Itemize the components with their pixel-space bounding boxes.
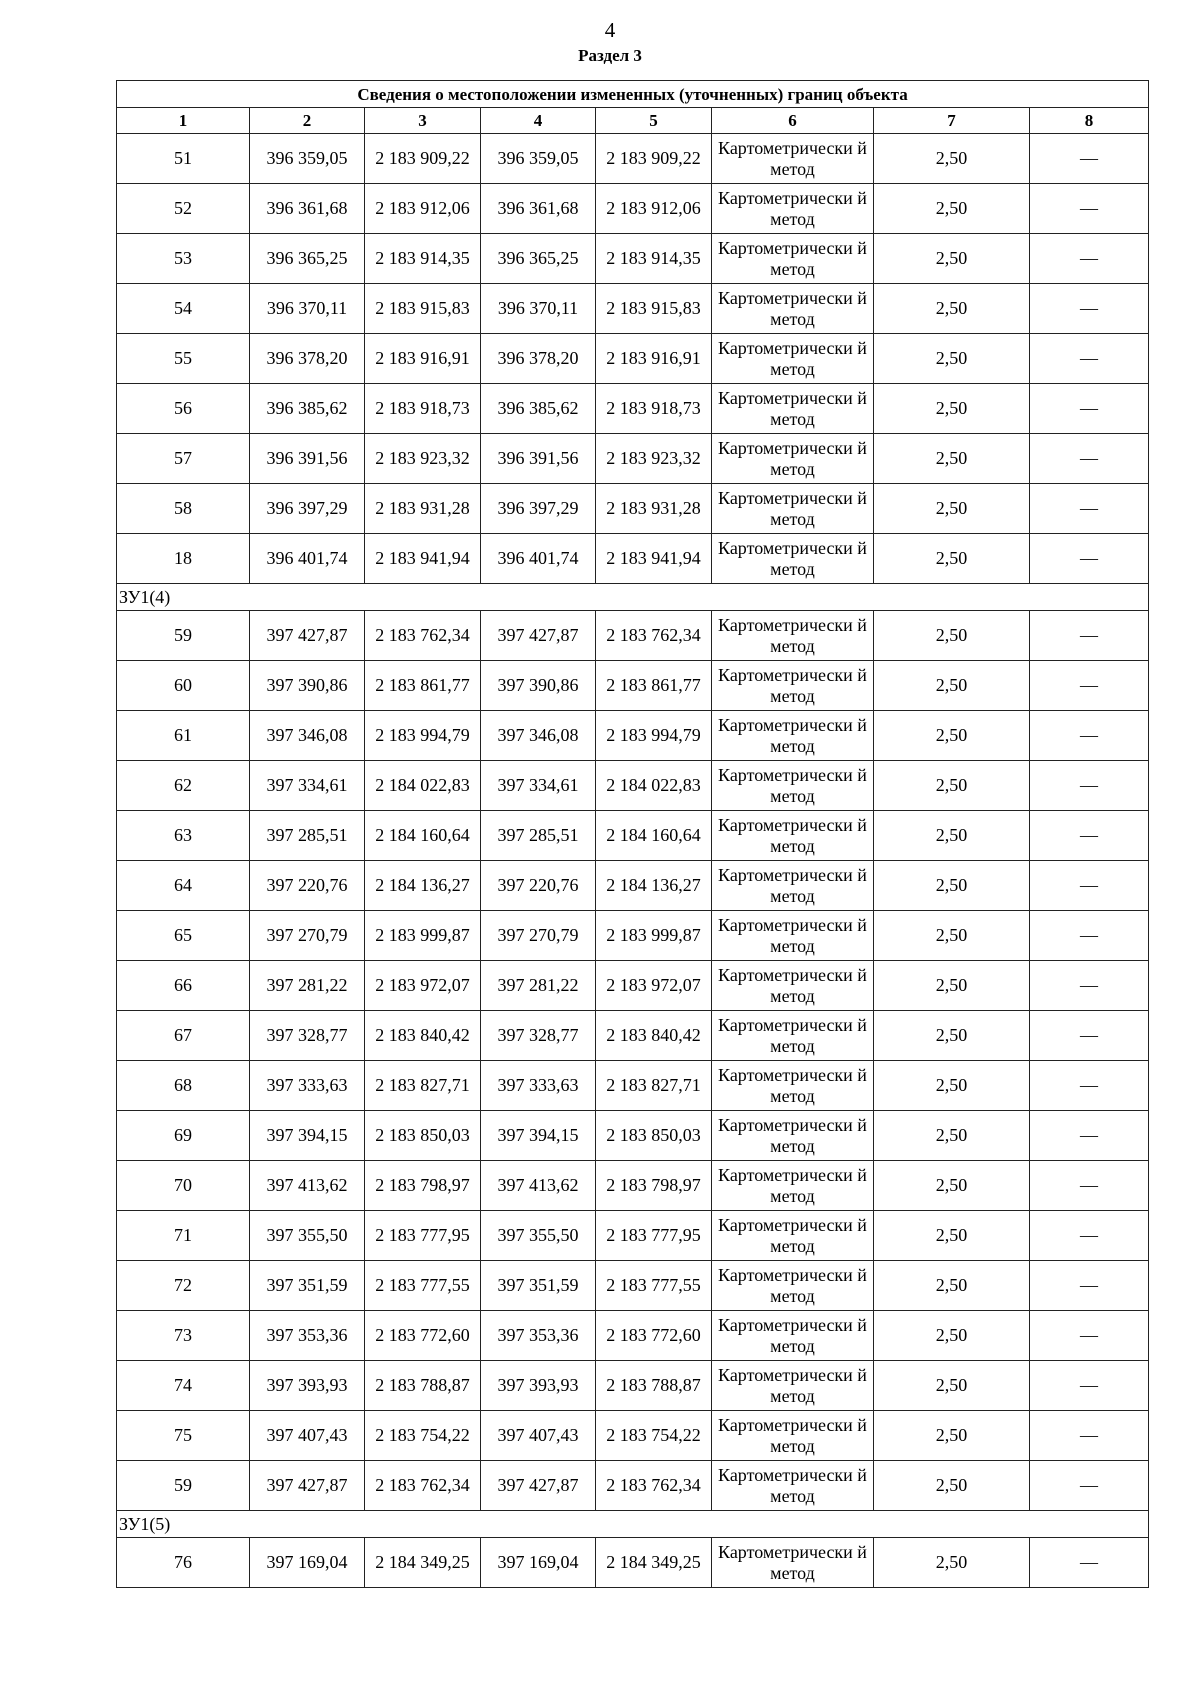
table-caption: Сведения о местоположении измененных (уточненных) границ объекта [117, 81, 1149, 108]
y-coord-cell: 2 183 923,32 [365, 434, 481, 484]
accuracy-cell: 2,50 [874, 134, 1030, 184]
y-coord-cell: 2 183 788,87 [365, 1361, 481, 1411]
description-cell: — [1030, 1111, 1149, 1161]
method-cell: Картометрически й метод [712, 384, 874, 434]
point-number-cell: 68 [117, 1061, 250, 1111]
x-coord-cell: 397 413,62 [481, 1161, 596, 1211]
column-number: 5 [596, 108, 712, 134]
accuracy-cell: 2,50 [874, 484, 1030, 534]
table-row [117, 534, 1149, 584]
x-coord-cell: 396 359,05 [481, 134, 596, 184]
method-cell: Картометрически й метод [712, 1011, 874, 1061]
description-cell: — [1030, 1011, 1149, 1061]
description-cell: — [1030, 1538, 1149, 1588]
point-number-cell: 58 [117, 484, 250, 534]
method-cell: Картометрически й метод [712, 284, 874, 334]
x-coord-cell: 397 270,79 [250, 911, 365, 961]
x-coord-cell: 396 370,11 [481, 284, 596, 334]
point-number-cell: 69 [117, 1111, 250, 1161]
accuracy-cell: 2,50 [874, 861, 1030, 911]
y-coord-cell: 2 183 777,55 [596, 1261, 712, 1311]
point-number-cell: 65 [117, 911, 250, 961]
x-coord-cell: 397 328,77 [481, 1011, 596, 1061]
x-coord-cell: 396 361,68 [250, 184, 365, 234]
description-cell: — [1030, 384, 1149, 434]
table-row [117, 134, 1149, 184]
accuracy-cell: 2,50 [874, 811, 1030, 861]
method-cell: Картометрически й метод [712, 234, 874, 284]
method-cell: Картометрически й метод [712, 661, 874, 711]
column-number: 8 [1030, 108, 1149, 134]
x-coord-cell: 396 378,20 [250, 334, 365, 384]
point-number-cell: 52 [117, 184, 250, 234]
method-cell: Картометрически й метод [712, 434, 874, 484]
table-row [117, 911, 1149, 961]
point-number-cell: 73 [117, 1311, 250, 1361]
y-coord-cell: 2 183 931,28 [596, 484, 712, 534]
y-coord-cell: 2 184 022,83 [596, 761, 712, 811]
y-coord-cell: 2 183 916,91 [596, 334, 712, 384]
accuracy-cell: 2,50 [874, 1538, 1030, 1588]
point-number-cell: 59 [117, 611, 250, 661]
x-coord-cell: 397 281,22 [250, 961, 365, 1011]
x-coord-cell: 397 346,08 [481, 711, 596, 761]
method-cell: Картометрически й метод [712, 1538, 874, 1588]
point-number-cell: 18 [117, 534, 250, 584]
y-coord-cell: 2 183 772,60 [365, 1311, 481, 1361]
x-coord-cell: 397 390,86 [250, 661, 365, 711]
accuracy-cell: 2,50 [874, 534, 1030, 584]
y-coord-cell: 2 183 850,03 [365, 1111, 481, 1161]
point-number-cell: 76 [117, 1538, 250, 1588]
method-cell: Картометрически й метод [712, 1161, 874, 1211]
x-coord-cell: 397 427,87 [481, 611, 596, 661]
y-coord-cell: 2 183 861,77 [596, 661, 712, 711]
method-cell: Картометрически й метод [712, 611, 874, 661]
method-cell: Картометрически й метод [712, 1311, 874, 1361]
x-coord-cell: 396 359,05 [250, 134, 365, 184]
description-cell: — [1030, 861, 1149, 911]
x-coord-cell: 396 391,56 [481, 434, 596, 484]
description-cell: — [1030, 134, 1149, 184]
method-cell: Картометрически й метод [712, 761, 874, 811]
y-coord-cell: 2 183 840,42 [596, 1011, 712, 1061]
group-header-row [117, 584, 1149, 611]
accuracy-cell: 2,50 [874, 711, 1030, 761]
accuracy-cell: 2,50 [874, 1411, 1030, 1461]
y-coord-cell: 2 184 136,27 [365, 861, 481, 911]
y-coord-cell: 2 184 349,25 [596, 1538, 712, 1588]
y-coord-cell: 2 183 912,06 [365, 184, 481, 234]
description-cell: — [1030, 1211, 1149, 1261]
accuracy-cell: 2,50 [874, 1261, 1030, 1311]
x-coord-cell: 397 353,36 [481, 1311, 596, 1361]
description-cell: — [1030, 334, 1149, 384]
table-row [117, 811, 1149, 861]
description-cell: — [1030, 761, 1149, 811]
description-cell: — [1030, 1361, 1149, 1411]
x-coord-cell: 397 285,51 [481, 811, 596, 861]
point-number-cell: 62 [117, 761, 250, 811]
description-cell: — [1030, 611, 1149, 661]
y-coord-cell: 2 183 798,97 [365, 1161, 481, 1211]
point-number-cell: 53 [117, 234, 250, 284]
method-cell: Картометрически й метод [712, 1411, 874, 1461]
y-coord-cell: 2 183 994,79 [365, 711, 481, 761]
y-coord-cell: 2 183 909,22 [365, 134, 481, 184]
table-row [117, 711, 1149, 761]
table-row [117, 1538, 1149, 1588]
x-coord-cell: 397 346,08 [250, 711, 365, 761]
description-cell: — [1030, 184, 1149, 234]
y-coord-cell: 2 184 022,83 [365, 761, 481, 811]
y-coord-cell: 2 183 788,87 [596, 1361, 712, 1411]
description-cell: — [1030, 284, 1149, 334]
accuracy-cell: 2,50 [874, 1361, 1030, 1411]
accuracy-cell: 2,50 [874, 1111, 1030, 1161]
point-number-cell: 63 [117, 811, 250, 861]
table-row [117, 1461, 1149, 1511]
accuracy-cell: 2,50 [874, 334, 1030, 384]
accuracy-cell: 2,50 [874, 384, 1030, 434]
y-coord-cell: 2 183 941,94 [596, 534, 712, 584]
group-label: ЗУ1(5) [117, 1511, 1149, 1538]
x-coord-cell: 397 351,59 [481, 1261, 596, 1311]
description-cell: — [1030, 661, 1149, 711]
accuracy-cell: 2,50 [874, 1161, 1030, 1211]
y-coord-cell: 2 183 840,42 [365, 1011, 481, 1061]
y-coord-cell: 2 183 923,32 [596, 434, 712, 484]
y-coord-cell: 2 183 762,34 [365, 1461, 481, 1511]
accuracy-cell: 2,50 [874, 284, 1030, 334]
y-coord-cell: 2 183 798,97 [596, 1161, 712, 1211]
column-number: 3 [365, 108, 481, 134]
table-row [117, 184, 1149, 234]
y-coord-cell: 2 183 762,34 [596, 1461, 712, 1511]
description-cell: — [1030, 711, 1149, 761]
description-cell: — [1030, 1161, 1149, 1211]
x-coord-cell: 396 361,68 [481, 184, 596, 234]
accuracy-cell: 2,50 [874, 1211, 1030, 1261]
description-cell: — [1030, 911, 1149, 961]
method-cell: Картометрически й метод [712, 484, 874, 534]
group-header-row [117, 1511, 1149, 1538]
y-coord-cell: 2 183 762,34 [365, 611, 481, 661]
accuracy-cell: 2,50 [874, 234, 1030, 284]
column-number: 1 [117, 108, 250, 134]
method-cell: Картометрически й метод [712, 961, 874, 1011]
method-cell: Картометрически й метод [712, 134, 874, 184]
table-row [117, 334, 1149, 384]
column-numbers-row [117, 108, 1149, 134]
x-coord-cell: 396 370,11 [250, 284, 365, 334]
x-coord-cell: 397 281,22 [481, 961, 596, 1011]
y-coord-cell: 2 183 941,94 [365, 534, 481, 584]
x-coord-cell: 397 169,04 [481, 1538, 596, 1588]
x-coord-cell: 397 169,04 [250, 1538, 365, 1588]
method-cell: Картометрически й метод [712, 184, 874, 234]
y-coord-cell: 2 183 972,07 [365, 961, 481, 1011]
group-label: ЗУ1(4) [117, 584, 1149, 611]
y-coord-cell: 2 183 914,35 [365, 234, 481, 284]
y-coord-cell: 2 183 912,06 [596, 184, 712, 234]
y-coord-cell: 2 183 918,73 [596, 384, 712, 434]
method-cell: Картометрически й метод [712, 334, 874, 384]
table-row [117, 1411, 1149, 1461]
point-number-cell: 70 [117, 1161, 250, 1211]
method-cell: Картометрически й метод [712, 811, 874, 861]
y-coord-cell: 2 183 762,34 [596, 611, 712, 661]
point-number-cell: 75 [117, 1411, 250, 1461]
y-coord-cell: 2 183 772,60 [596, 1311, 712, 1361]
method-cell: Картометрически й метод [712, 1261, 874, 1311]
description-cell: — [1030, 1311, 1149, 1361]
y-coord-cell: 2 183 777,95 [365, 1211, 481, 1261]
table-row [117, 661, 1149, 711]
table-row [117, 234, 1149, 284]
x-coord-cell: 397 355,50 [250, 1211, 365, 1261]
y-coord-cell: 2 183 972,07 [596, 961, 712, 1011]
accuracy-cell: 2,50 [874, 1461, 1030, 1511]
method-cell: Картометрически й метод [712, 861, 874, 911]
x-coord-cell: 397 427,87 [250, 611, 365, 661]
description-cell: — [1030, 234, 1149, 284]
accuracy-cell: 2,50 [874, 1011, 1030, 1061]
y-coord-cell: 2 183 850,03 [596, 1111, 712, 1161]
point-number-cell: 67 [117, 1011, 250, 1061]
accuracy-cell: 2,50 [874, 1061, 1030, 1111]
x-coord-cell: 397 334,61 [250, 761, 365, 811]
y-coord-cell: 2 183 827,71 [365, 1061, 481, 1111]
y-coord-cell: 2 183 994,79 [596, 711, 712, 761]
x-coord-cell: 397 390,86 [481, 661, 596, 711]
boundary-coordinates-table [116, 80, 1149, 1588]
table-row [117, 1061, 1149, 1111]
x-coord-cell: 397 407,43 [481, 1411, 596, 1461]
description-cell: — [1030, 1461, 1149, 1511]
y-coord-cell: 2 183 915,83 [596, 284, 712, 334]
y-coord-cell: 2 183 754,22 [596, 1411, 712, 1461]
table-caption-row [117, 81, 1149, 108]
table-row [117, 384, 1149, 434]
method-cell: Картометрически й метод [712, 1061, 874, 1111]
x-coord-cell: 397 393,93 [481, 1361, 596, 1411]
point-number-cell: 55 [117, 334, 250, 384]
y-coord-cell: 2 183 999,87 [596, 911, 712, 961]
x-coord-cell: 397 394,15 [481, 1111, 596, 1161]
point-number-cell: 71 [117, 1211, 250, 1261]
table-row [117, 484, 1149, 534]
description-cell: — [1030, 811, 1149, 861]
description-cell: — [1030, 534, 1149, 584]
y-coord-cell: 2 184 160,64 [596, 811, 712, 861]
y-coord-cell: 2 183 999,87 [365, 911, 481, 961]
table-row [117, 1261, 1149, 1311]
y-coord-cell: 2 183 909,22 [596, 134, 712, 184]
table-row [117, 761, 1149, 811]
table-row [117, 1361, 1149, 1411]
x-coord-cell: 397 393,93 [250, 1361, 365, 1411]
y-coord-cell: 2 183 914,35 [596, 234, 712, 284]
y-coord-cell: 2 183 777,55 [365, 1261, 481, 1311]
accuracy-cell: 2,50 [874, 961, 1030, 1011]
description-cell: — [1030, 961, 1149, 1011]
section-title: Раздел 3 [578, 46, 642, 65]
accuracy-cell: 2,50 [874, 184, 1030, 234]
column-number: 4 [481, 108, 596, 134]
table-row [117, 1311, 1149, 1361]
method-cell: Картометрически й метод [712, 1361, 874, 1411]
point-number-cell: 59 [117, 1461, 250, 1511]
y-coord-cell: 2 183 754,22 [365, 1411, 481, 1461]
x-coord-cell: 397 334,61 [481, 761, 596, 811]
x-coord-cell: 396 401,74 [250, 534, 365, 584]
x-coord-cell: 397 270,79 [481, 911, 596, 961]
x-coord-cell: 397 355,50 [481, 1211, 596, 1261]
x-coord-cell: 397 394,15 [250, 1111, 365, 1161]
table-row [117, 1111, 1149, 1161]
column-number: 6 [712, 108, 874, 134]
point-number-cell: 60 [117, 661, 250, 711]
x-coord-cell: 397 333,63 [250, 1061, 365, 1111]
point-number-cell: 61 [117, 711, 250, 761]
table-row [117, 861, 1149, 911]
accuracy-cell: 2,50 [874, 911, 1030, 961]
y-coord-cell: 2 183 918,73 [365, 384, 481, 434]
method-cell: Картометрически й метод [712, 534, 874, 584]
x-coord-cell: 397 413,62 [250, 1161, 365, 1211]
method-cell: Картометрически й метод [712, 711, 874, 761]
y-coord-cell: 2 183 916,91 [365, 334, 481, 384]
table-row [117, 284, 1149, 334]
x-coord-cell: 396 385,62 [250, 384, 365, 434]
y-coord-cell: 2 183 827,71 [596, 1061, 712, 1111]
accuracy-cell: 2,50 [874, 611, 1030, 661]
x-coord-cell: 396 365,25 [250, 234, 365, 284]
page-number: 4 [604, 18, 616, 42]
x-coord-cell: 396 401,74 [481, 534, 596, 584]
point-number-cell: 54 [117, 284, 250, 334]
x-coord-cell: 397 285,51 [250, 811, 365, 861]
method-cell: Картометрически й метод [712, 1211, 874, 1261]
point-number-cell: 66 [117, 961, 250, 1011]
table-row [117, 434, 1149, 484]
table-row [117, 1211, 1149, 1261]
accuracy-cell: 2,50 [874, 761, 1030, 811]
table-row [117, 1161, 1149, 1211]
method-cell: Картометрически й метод [712, 1111, 874, 1161]
y-coord-cell: 2 183 915,83 [365, 284, 481, 334]
point-number-cell: 72 [117, 1261, 250, 1311]
x-coord-cell: 397 220,76 [250, 861, 365, 911]
x-coord-cell: 396 385,62 [481, 384, 596, 434]
column-number: 7 [874, 108, 1030, 134]
accuracy-cell: 2,50 [874, 661, 1030, 711]
x-coord-cell: 397 407,43 [250, 1411, 365, 1461]
x-coord-cell: 397 427,87 [250, 1461, 365, 1511]
point-number-cell: 51 [117, 134, 250, 184]
x-coord-cell: 397 353,36 [250, 1311, 365, 1361]
y-coord-cell: 2 183 777,95 [596, 1211, 712, 1261]
x-coord-cell: 397 220,76 [481, 861, 596, 911]
table-row [117, 961, 1149, 1011]
x-coord-cell: 396 397,29 [481, 484, 596, 534]
x-coord-cell: 397 333,63 [481, 1061, 596, 1111]
method-cell: Картометрически й метод [712, 1461, 874, 1511]
description-cell: — [1030, 434, 1149, 484]
description-cell: — [1030, 1261, 1149, 1311]
y-coord-cell: 2 184 160,64 [365, 811, 481, 861]
description-cell: — [1030, 1061, 1149, 1111]
point-number-cell: 64 [117, 861, 250, 911]
accuracy-cell: 2,50 [874, 434, 1030, 484]
point-number-cell: 74 [117, 1361, 250, 1411]
x-coord-cell: 396 365,25 [481, 234, 596, 284]
method-cell: Картометрически й метод [712, 911, 874, 961]
x-coord-cell: 396 391,56 [250, 434, 365, 484]
x-coord-cell: 396 397,29 [250, 484, 365, 534]
table-row [117, 611, 1149, 661]
y-coord-cell: 2 184 349,25 [365, 1538, 481, 1588]
accuracy-cell: 2,50 [874, 1311, 1030, 1361]
x-coord-cell: 396 378,20 [481, 334, 596, 384]
column-number: 2 [250, 108, 365, 134]
y-coord-cell: 2 184 136,27 [596, 861, 712, 911]
point-number-cell: 56 [117, 384, 250, 434]
x-coord-cell: 397 427,87 [481, 1461, 596, 1511]
x-coord-cell: 397 328,77 [250, 1011, 365, 1061]
description-cell: — [1030, 1411, 1149, 1461]
table-row [117, 1011, 1149, 1061]
x-coord-cell: 397 351,59 [250, 1261, 365, 1311]
y-coord-cell: 2 183 861,77 [365, 661, 481, 711]
y-coord-cell: 2 183 931,28 [365, 484, 481, 534]
description-cell: — [1030, 484, 1149, 534]
point-number-cell: 57 [117, 434, 250, 484]
